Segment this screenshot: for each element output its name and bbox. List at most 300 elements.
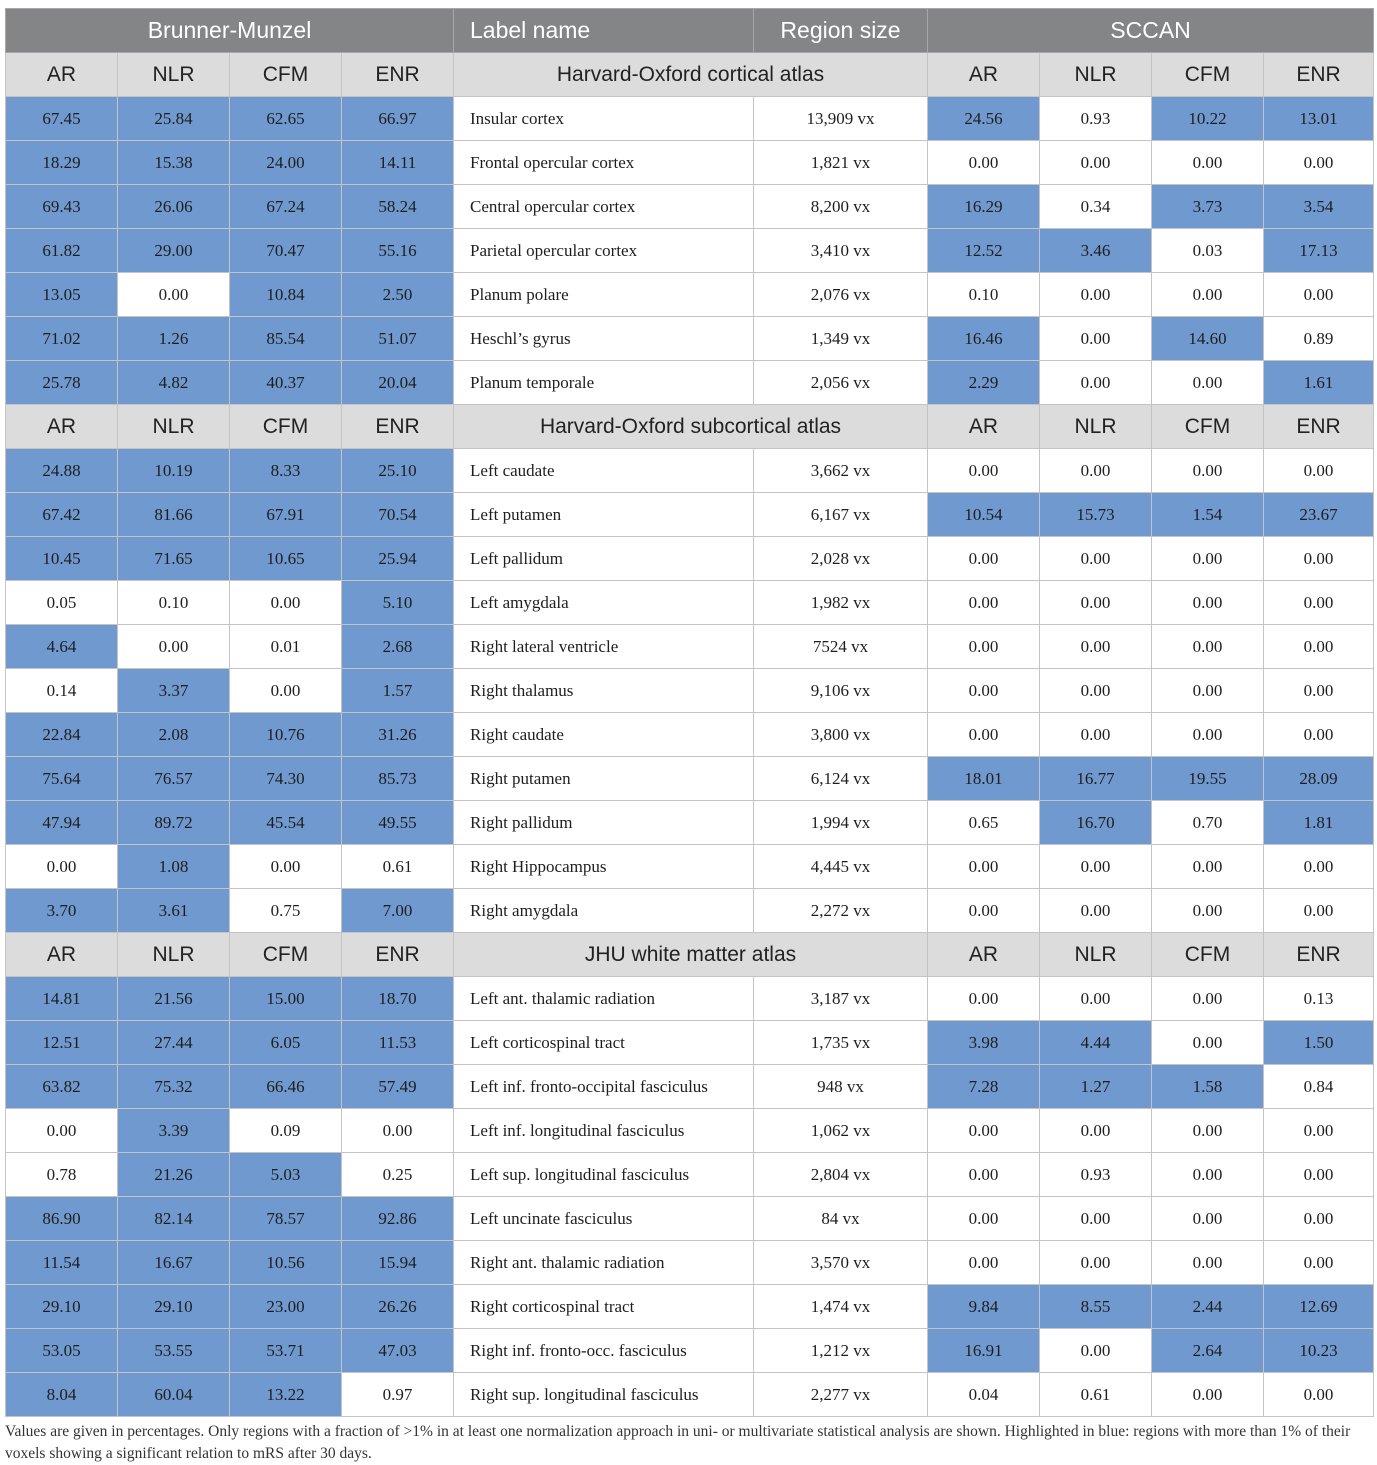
brunner-munzel-header: Brunner-Munzel <box>6 9 454 53</box>
brunner-munzel-value: 86.90 <box>6 1197 118 1241</box>
sccan-value: 0.93 <box>1040 1153 1152 1197</box>
brunner-munzel-value: 29.10 <box>6 1285 118 1329</box>
sccan-value: 2.29 <box>928 361 1040 405</box>
metric-header-left: ENR <box>342 933 454 977</box>
sccan-value: 16.77 <box>1040 757 1152 801</box>
sccan-value: 0.00 <box>1152 625 1264 669</box>
sccan-value: 0.00 <box>1264 449 1374 493</box>
sccan-value: 0.00 <box>1264 1241 1374 1285</box>
sccan-value: 0.00 <box>1040 1241 1152 1285</box>
atlas-title: Harvard-Oxford cortical atlas <box>454 53 928 97</box>
metric-header-left: ENR <box>342 53 454 97</box>
sccan-value: 2.44 <box>1152 1285 1264 1329</box>
sccan-value: 0.00 <box>1152 669 1264 713</box>
region-label: Right inf. fronto-occ. fasciculus <box>454 1329 754 1373</box>
brunner-munzel-value: 60.04 <box>118 1373 230 1417</box>
brunner-munzel-value: 70.54 <box>342 493 454 537</box>
region-label: Planum polare <box>454 273 754 317</box>
brunner-munzel-value: 0.25 <box>342 1153 454 1197</box>
table-row <box>6 229 1374 273</box>
table-row <box>6 361 1374 405</box>
table-row <box>6 1285 1374 1329</box>
sccan-value: 0.65 <box>928 801 1040 845</box>
results-table-container <box>5 8 1373 1465</box>
brunner-munzel-value: 4.82 <box>118 361 230 405</box>
region-size-header: Region size <box>754 9 928 53</box>
region-size: 1,474 vx <box>754 1285 928 1329</box>
metric-header-left: CFM <box>230 405 342 449</box>
table-row <box>6 669 1374 713</box>
metric-header-right: AR <box>928 933 1040 977</box>
brunner-munzel-value: 14.11 <box>342 141 454 185</box>
brunner-munzel-value: 53.05 <box>6 1329 118 1373</box>
region-size: 1,062 vx <box>754 1109 928 1153</box>
brunner-munzel-value: 0.75 <box>230 889 342 933</box>
sccan-value: 0.34 <box>1040 185 1152 229</box>
region-size: 2,277 vx <box>754 1373 928 1417</box>
sccan-value: 0.00 <box>1040 141 1152 185</box>
sccan-value: 2.64 <box>1152 1329 1264 1373</box>
region-size: 1,349 vx <box>754 317 928 361</box>
region-label: Insular cortex <box>454 97 754 141</box>
brunner-munzel-value: 12.51 <box>6 1021 118 1065</box>
brunner-munzel-value: 0.14 <box>6 669 118 713</box>
sccan-value: 16.46 <box>928 317 1040 361</box>
metric-header-right: ENR <box>1264 53 1374 97</box>
brunner-munzel-value: 2.68 <box>342 625 454 669</box>
metric-header-right: ENR <box>1264 933 1374 977</box>
table-row <box>6 1241 1374 1285</box>
brunner-munzel-value: 25.84 <box>118 97 230 141</box>
brunner-munzel-value: 21.26 <box>118 1153 230 1197</box>
brunner-munzel-value: 1.08 <box>118 845 230 889</box>
brunner-munzel-value: 89.72 <box>118 801 230 845</box>
sccan-value: 0.00 <box>1152 1109 1264 1153</box>
brunner-munzel-value: 47.03 <box>342 1329 454 1373</box>
brunner-munzel-value: 53.71 <box>230 1329 342 1373</box>
sccan-value: 0.00 <box>1264 669 1374 713</box>
table-row <box>6 713 1374 757</box>
atlas-section-header <box>6 405 1374 449</box>
atlas-title: JHU white matter atlas <box>454 933 928 977</box>
brunner-munzel-value: 11.53 <box>342 1021 454 1065</box>
brunner-munzel-value: 15.38 <box>118 141 230 185</box>
brunner-munzel-value: 29.00 <box>118 229 230 273</box>
region-label: Right putamen <box>454 757 754 801</box>
sccan-value: 0.00 <box>1040 977 1152 1021</box>
sccan-value: 0.00 <box>1040 845 1152 889</box>
metric-header-right: AR <box>928 53 1040 97</box>
region-label: Left ant. thalamic radiation <box>454 977 754 1021</box>
brunner-munzel-value: 67.45 <box>6 97 118 141</box>
sccan-value: 0.00 <box>1040 669 1152 713</box>
brunner-munzel-value: 0.00 <box>230 581 342 625</box>
region-size: 1,735 vx <box>754 1021 928 1065</box>
brunner-munzel-value: 0.05 <box>6 581 118 625</box>
sccan-value: 0.00 <box>1152 845 1264 889</box>
sccan-value: 0.00 <box>1264 273 1374 317</box>
sccan-value: 19.55 <box>1152 757 1264 801</box>
sccan-value: 17.13 <box>1264 229 1374 273</box>
metric-header-left: AR <box>6 405 118 449</box>
brunner-munzel-value: 0.00 <box>6 1109 118 1153</box>
brunner-munzel-value: 8.04 <box>6 1373 118 1417</box>
brunner-munzel-value: 22.84 <box>6 713 118 757</box>
sccan-value: 0.00 <box>1040 1329 1152 1373</box>
region-size: 9,106 vx <box>754 669 928 713</box>
sccan-value: 3.73 <box>1152 185 1264 229</box>
brunner-munzel-value: 63.82 <box>6 1065 118 1109</box>
sccan-value: 0.00 <box>1152 1241 1264 1285</box>
sccan-value: 0.00 <box>1152 977 1264 1021</box>
sccan-value: 0.04 <box>928 1373 1040 1417</box>
sccan-value: 0.00 <box>1152 273 1264 317</box>
region-size: 3,800 vx <box>754 713 928 757</box>
sccan-value: 0.00 <box>928 449 1040 493</box>
sccan-value: 10.54 <box>928 493 1040 537</box>
region-label: Left corticospinal tract <box>454 1021 754 1065</box>
metric-header-left: AR <box>6 933 118 977</box>
metric-header-right: CFM <box>1152 405 1264 449</box>
sccan-value: 0.84 <box>1264 1065 1374 1109</box>
table-row <box>6 757 1374 801</box>
sccan-value: 1.50 <box>1264 1021 1374 1065</box>
brunner-munzel-value: 40.37 <box>230 361 342 405</box>
table-header-row <box>6 9 1374 53</box>
atlas-title: Harvard-Oxford subcortical atlas <box>454 405 928 449</box>
sccan-value: 10.22 <box>1152 97 1264 141</box>
sccan-value: 0.00 <box>1264 537 1374 581</box>
sccan-value: 0.00 <box>1264 713 1374 757</box>
brunner-munzel-value: 10.76 <box>230 713 342 757</box>
sccan-value: 0.00 <box>928 141 1040 185</box>
sccan-value: 0.89 <box>1264 317 1374 361</box>
brunner-munzel-value: 0.10 <box>118 581 230 625</box>
region-size: 8,200 vx <box>754 185 928 229</box>
brunner-munzel-value: 10.56 <box>230 1241 342 1285</box>
sccan-value: 0.00 <box>928 625 1040 669</box>
sccan-value: 12.69 <box>1264 1285 1374 1329</box>
sccan-value: 0.00 <box>928 581 1040 625</box>
brunner-munzel-value: 58.24 <box>342 185 454 229</box>
brunner-munzel-value: 0.00 <box>118 273 230 317</box>
region-size: 3,187 vx <box>754 977 928 1021</box>
brunner-munzel-value: 13.05 <box>6 273 118 317</box>
sccan-value: 0.00 <box>1040 581 1152 625</box>
sccan-value: 0.00 <box>1264 1197 1374 1241</box>
sccan-value: 0.00 <box>928 669 1040 713</box>
brunner-munzel-value: 1.26 <box>118 317 230 361</box>
table-row <box>6 273 1374 317</box>
table-row <box>6 1197 1374 1241</box>
table-row <box>6 449 1374 493</box>
region-label: Left sup. longitudinal fasciculus <box>454 1153 754 1197</box>
brunner-munzel-value: 20.04 <box>342 361 454 405</box>
sccan-value: 0.03 <box>1152 229 1264 273</box>
sccan-value: 15.73 <box>1040 493 1152 537</box>
brunner-munzel-value: 62.65 <box>230 97 342 141</box>
sccan-value: 0.13 <box>1264 977 1374 1021</box>
brunner-munzel-value: 71.02 <box>6 317 118 361</box>
region-size: 2,804 vx <box>754 1153 928 1197</box>
sccan-value: 0.00 <box>928 537 1040 581</box>
brunner-munzel-value: 24.00 <box>230 141 342 185</box>
region-size: 6,167 vx <box>754 493 928 537</box>
brunner-munzel-value: 26.06 <box>118 185 230 229</box>
sccan-value: 0.00 <box>1152 889 1264 933</box>
sccan-header: SCCAN <box>928 9 1374 53</box>
brunner-munzel-value: 3.61 <box>118 889 230 933</box>
brunner-munzel-value: 31.26 <box>342 713 454 757</box>
brunner-munzel-value: 0.97 <box>342 1373 454 1417</box>
metric-header-left: NLR <box>118 933 230 977</box>
brunner-munzel-value: 49.55 <box>342 801 454 845</box>
region-size: 84 vx <box>754 1197 928 1241</box>
atlas-section-header <box>6 53 1374 97</box>
brunner-munzel-value: 53.55 <box>118 1329 230 1373</box>
brunner-munzel-value: 10.65 <box>230 537 342 581</box>
brunner-munzel-value: 5.03 <box>230 1153 342 1197</box>
brunner-munzel-value: 0.78 <box>6 1153 118 1197</box>
region-label: Planum temporale <box>454 361 754 405</box>
sccan-value: 0.00 <box>1264 581 1374 625</box>
brunner-munzel-value: 21.56 <box>118 977 230 1021</box>
sccan-value: 0.00 <box>1040 889 1152 933</box>
region-size: 3,570 vx <box>754 1241 928 1285</box>
brunner-munzel-value: 24.88 <box>6 449 118 493</box>
brunner-munzel-value: 25.94 <box>342 537 454 581</box>
sccan-value: 13.01 <box>1264 97 1374 141</box>
sccan-value: 0.00 <box>1040 273 1152 317</box>
region-size: 1,982 vx <box>754 581 928 625</box>
sccan-value: 0.00 <box>1152 361 1264 405</box>
sccan-value: 0.00 <box>1040 317 1152 361</box>
brunner-munzel-value: 61.82 <box>6 229 118 273</box>
table-row <box>6 977 1374 1021</box>
region-label: Left caudate <box>454 449 754 493</box>
region-size: 2,272 vx <box>754 889 928 933</box>
sccan-value: 0.00 <box>1152 1373 1264 1417</box>
brunner-munzel-value: 25.78 <box>6 361 118 405</box>
metric-header-right: AR <box>928 405 1040 449</box>
brunner-munzel-value: 3.70 <box>6 889 118 933</box>
brunner-munzel-value: 8.33 <box>230 449 342 493</box>
sccan-value: 0.00 <box>928 1241 1040 1285</box>
sccan-value: 12.52 <box>928 229 1040 273</box>
sccan-value: 0.70 <box>1152 801 1264 845</box>
sccan-value: 1.27 <box>1040 1065 1152 1109</box>
metric-header-left: AR <box>6 53 118 97</box>
region-size: 2,076 vx <box>754 273 928 317</box>
table-row <box>6 1109 1374 1153</box>
table-row <box>6 1373 1374 1417</box>
region-label: Left putamen <box>454 493 754 537</box>
sccan-value: 0.00 <box>1264 889 1374 933</box>
sccan-value: 0.00 <box>928 1197 1040 1241</box>
region-label: Left uncinate fasciculus <box>454 1197 754 1241</box>
brunner-munzel-value: 11.54 <box>6 1241 118 1285</box>
table-row <box>6 845 1374 889</box>
brunner-munzel-value: 70.47 <box>230 229 342 273</box>
brunner-munzel-value: 47.94 <box>6 801 118 845</box>
table-row <box>6 1329 1374 1373</box>
sccan-value: 1.61 <box>1264 361 1374 405</box>
region-label: Parietal opercular cortex <box>454 229 754 273</box>
brunner-munzel-value: 0.00 <box>342 1109 454 1153</box>
table-row <box>6 537 1374 581</box>
brunner-munzel-value: 92.86 <box>342 1197 454 1241</box>
brunner-munzel-value: 74.30 <box>230 757 342 801</box>
label-name-header: Label name <box>454 9 754 53</box>
brunner-munzel-value: 5.10 <box>342 581 454 625</box>
table-row <box>6 185 1374 229</box>
sccan-value: 0.10 <box>928 273 1040 317</box>
region-size: 1,212 vx <box>754 1329 928 1373</box>
brunner-munzel-value: 14.81 <box>6 977 118 1021</box>
region-label: Left inf. fronto-occipital fasciculus <box>454 1065 754 1109</box>
brunner-munzel-value: 69.43 <box>6 185 118 229</box>
table-row <box>6 141 1374 185</box>
sccan-value: 0.93 <box>1040 97 1152 141</box>
sccan-value: 18.01 <box>928 757 1040 801</box>
brunner-munzel-value: 81.66 <box>118 493 230 537</box>
sccan-value: 0.00 <box>928 1109 1040 1153</box>
brunner-munzel-value: 85.54 <box>230 317 342 361</box>
region-size: 6,124 vx <box>754 757 928 801</box>
table-row <box>6 1153 1374 1197</box>
atlas-section-header <box>6 933 1374 977</box>
region-label: Right lateral ventricle <box>454 625 754 669</box>
metric-header-left: ENR <box>342 405 454 449</box>
sccan-value: 0.00 <box>1264 141 1374 185</box>
sccan-value: 0.00 <box>1152 713 1264 757</box>
sccan-value: 0.00 <box>1264 845 1374 889</box>
brunner-munzel-value: 75.64 <box>6 757 118 801</box>
brunner-munzel-value: 0.01 <box>230 625 342 669</box>
metric-header-left: NLR <box>118 405 230 449</box>
sccan-value: 24.56 <box>928 97 1040 141</box>
sccan-value: 0.00 <box>1040 537 1152 581</box>
table-row <box>6 801 1374 845</box>
sccan-value: 4.44 <box>1040 1021 1152 1065</box>
sccan-value: 0.00 <box>1152 1197 1264 1241</box>
region-label: Left pallidum <box>454 537 754 581</box>
metric-header-right: CFM <box>1152 53 1264 97</box>
region-size: 3,662 vx <box>754 449 928 493</box>
metric-header-right: NLR <box>1040 405 1152 449</box>
sccan-value: 0.00 <box>1040 361 1152 405</box>
brunner-munzel-value: 18.29 <box>6 141 118 185</box>
brunner-munzel-value: 2.50 <box>342 273 454 317</box>
sccan-value: 28.09 <box>1264 757 1374 801</box>
sccan-value: 0.00 <box>1040 625 1152 669</box>
brunner-munzel-value: 66.97 <box>342 97 454 141</box>
brunner-munzel-value: 75.32 <box>118 1065 230 1109</box>
brunner-munzel-value: 0.00 <box>118 625 230 669</box>
metric-header-right: ENR <box>1264 405 1374 449</box>
region-size: 7524 vx <box>754 625 928 669</box>
region-size: 4,445 vx <box>754 845 928 889</box>
region-size: 3,410 vx <box>754 229 928 273</box>
brunner-munzel-value: 55.16 <box>342 229 454 273</box>
region-label: Frontal opercular cortex <box>454 141 754 185</box>
brunner-munzel-value: 57.49 <box>342 1065 454 1109</box>
metric-header-right: CFM <box>1152 933 1264 977</box>
sccan-value: 0.00 <box>928 845 1040 889</box>
table-row <box>6 1021 1374 1065</box>
brunner-munzel-value: 85.73 <box>342 757 454 801</box>
sccan-value: 0.00 <box>928 977 1040 1021</box>
region-label: Right sup. longitudinal fasciculus <box>454 1373 754 1417</box>
sccan-value: 0.00 <box>1264 1373 1374 1417</box>
brunner-munzel-value: 26.26 <box>342 1285 454 1329</box>
sccan-value: 0.00 <box>1040 1109 1152 1153</box>
brunner-munzel-value: 25.10 <box>342 449 454 493</box>
region-label: Left amygdala <box>454 581 754 625</box>
region-label: Right corticospinal tract <box>454 1285 754 1329</box>
sccan-value: 16.91 <box>928 1329 1040 1373</box>
sccan-value: 16.29 <box>928 185 1040 229</box>
sccan-value: 0.00 <box>1264 1109 1374 1153</box>
brunner-munzel-value: 1.57 <box>342 669 454 713</box>
region-size: 13,909 vx <box>754 97 928 141</box>
brunner-munzel-value: 13.22 <box>230 1373 342 1417</box>
region-label: Right ant. thalamic radiation <box>454 1241 754 1285</box>
sccan-value: 0.00 <box>1264 625 1374 669</box>
sccan-value: 0.00 <box>928 713 1040 757</box>
metric-header-left: CFM <box>230 933 342 977</box>
region-label: Heschl’s gyrus <box>454 317 754 361</box>
table-footnote: Values are given in percentages. Only regions with a fraction of >1% in at least one normalization approach in uni- or multivariate statistical analysis are shown. Highlighted in blue: regions with more than 1% of their voxels showing a significant relation to mRS after 30 days. <box>5 1423 1351 1462</box>
brunner-munzel-value: 15.00 <box>230 977 342 1021</box>
sccan-value: 1.81 <box>1264 801 1374 845</box>
brunner-munzel-value: 10.19 <box>118 449 230 493</box>
brunner-munzel-value: 67.24 <box>230 185 342 229</box>
sccan-value: 0.00 <box>1264 1153 1374 1197</box>
sccan-value: 14.60 <box>1152 317 1264 361</box>
sccan-value: 23.67 <box>1264 493 1374 537</box>
table-row <box>6 97 1374 141</box>
sccan-value: 1.58 <box>1152 1065 1264 1109</box>
sccan-value: 0.00 <box>928 889 1040 933</box>
sccan-value: 3.98 <box>928 1021 1040 1065</box>
brunner-munzel-value: 71.65 <box>118 537 230 581</box>
brunner-munzel-value: 15.94 <box>342 1241 454 1285</box>
brunner-munzel-value: 10.45 <box>6 537 118 581</box>
sccan-value: 8.55 <box>1040 1285 1152 1329</box>
region-label: Right pallidum <box>454 801 754 845</box>
sccan-value: 0.00 <box>928 1153 1040 1197</box>
brunner-munzel-value: 76.57 <box>118 757 230 801</box>
sccan-value: 7.28 <box>928 1065 1040 1109</box>
metric-header-left: CFM <box>230 53 342 97</box>
brunner-munzel-value: 4.64 <box>6 625 118 669</box>
region-label: Right thalamus <box>454 669 754 713</box>
sccan-value: 0.00 <box>1040 449 1152 493</box>
region-size: 948 vx <box>754 1065 928 1109</box>
region-size: 1,821 vx <box>754 141 928 185</box>
results-table <box>5 8 1374 1417</box>
sccan-value: 16.70 <box>1040 801 1152 845</box>
region-size: 2,028 vx <box>754 537 928 581</box>
region-label: Right caudate <box>454 713 754 757</box>
brunner-munzel-value: 0.00 <box>230 845 342 889</box>
brunner-munzel-value: 27.44 <box>118 1021 230 1065</box>
sccan-value: 0.00 <box>1152 1021 1264 1065</box>
region-label: Left inf. longitudinal fasciculus <box>454 1109 754 1153</box>
sccan-value: 0.00 <box>1152 449 1264 493</box>
table-row <box>6 625 1374 669</box>
